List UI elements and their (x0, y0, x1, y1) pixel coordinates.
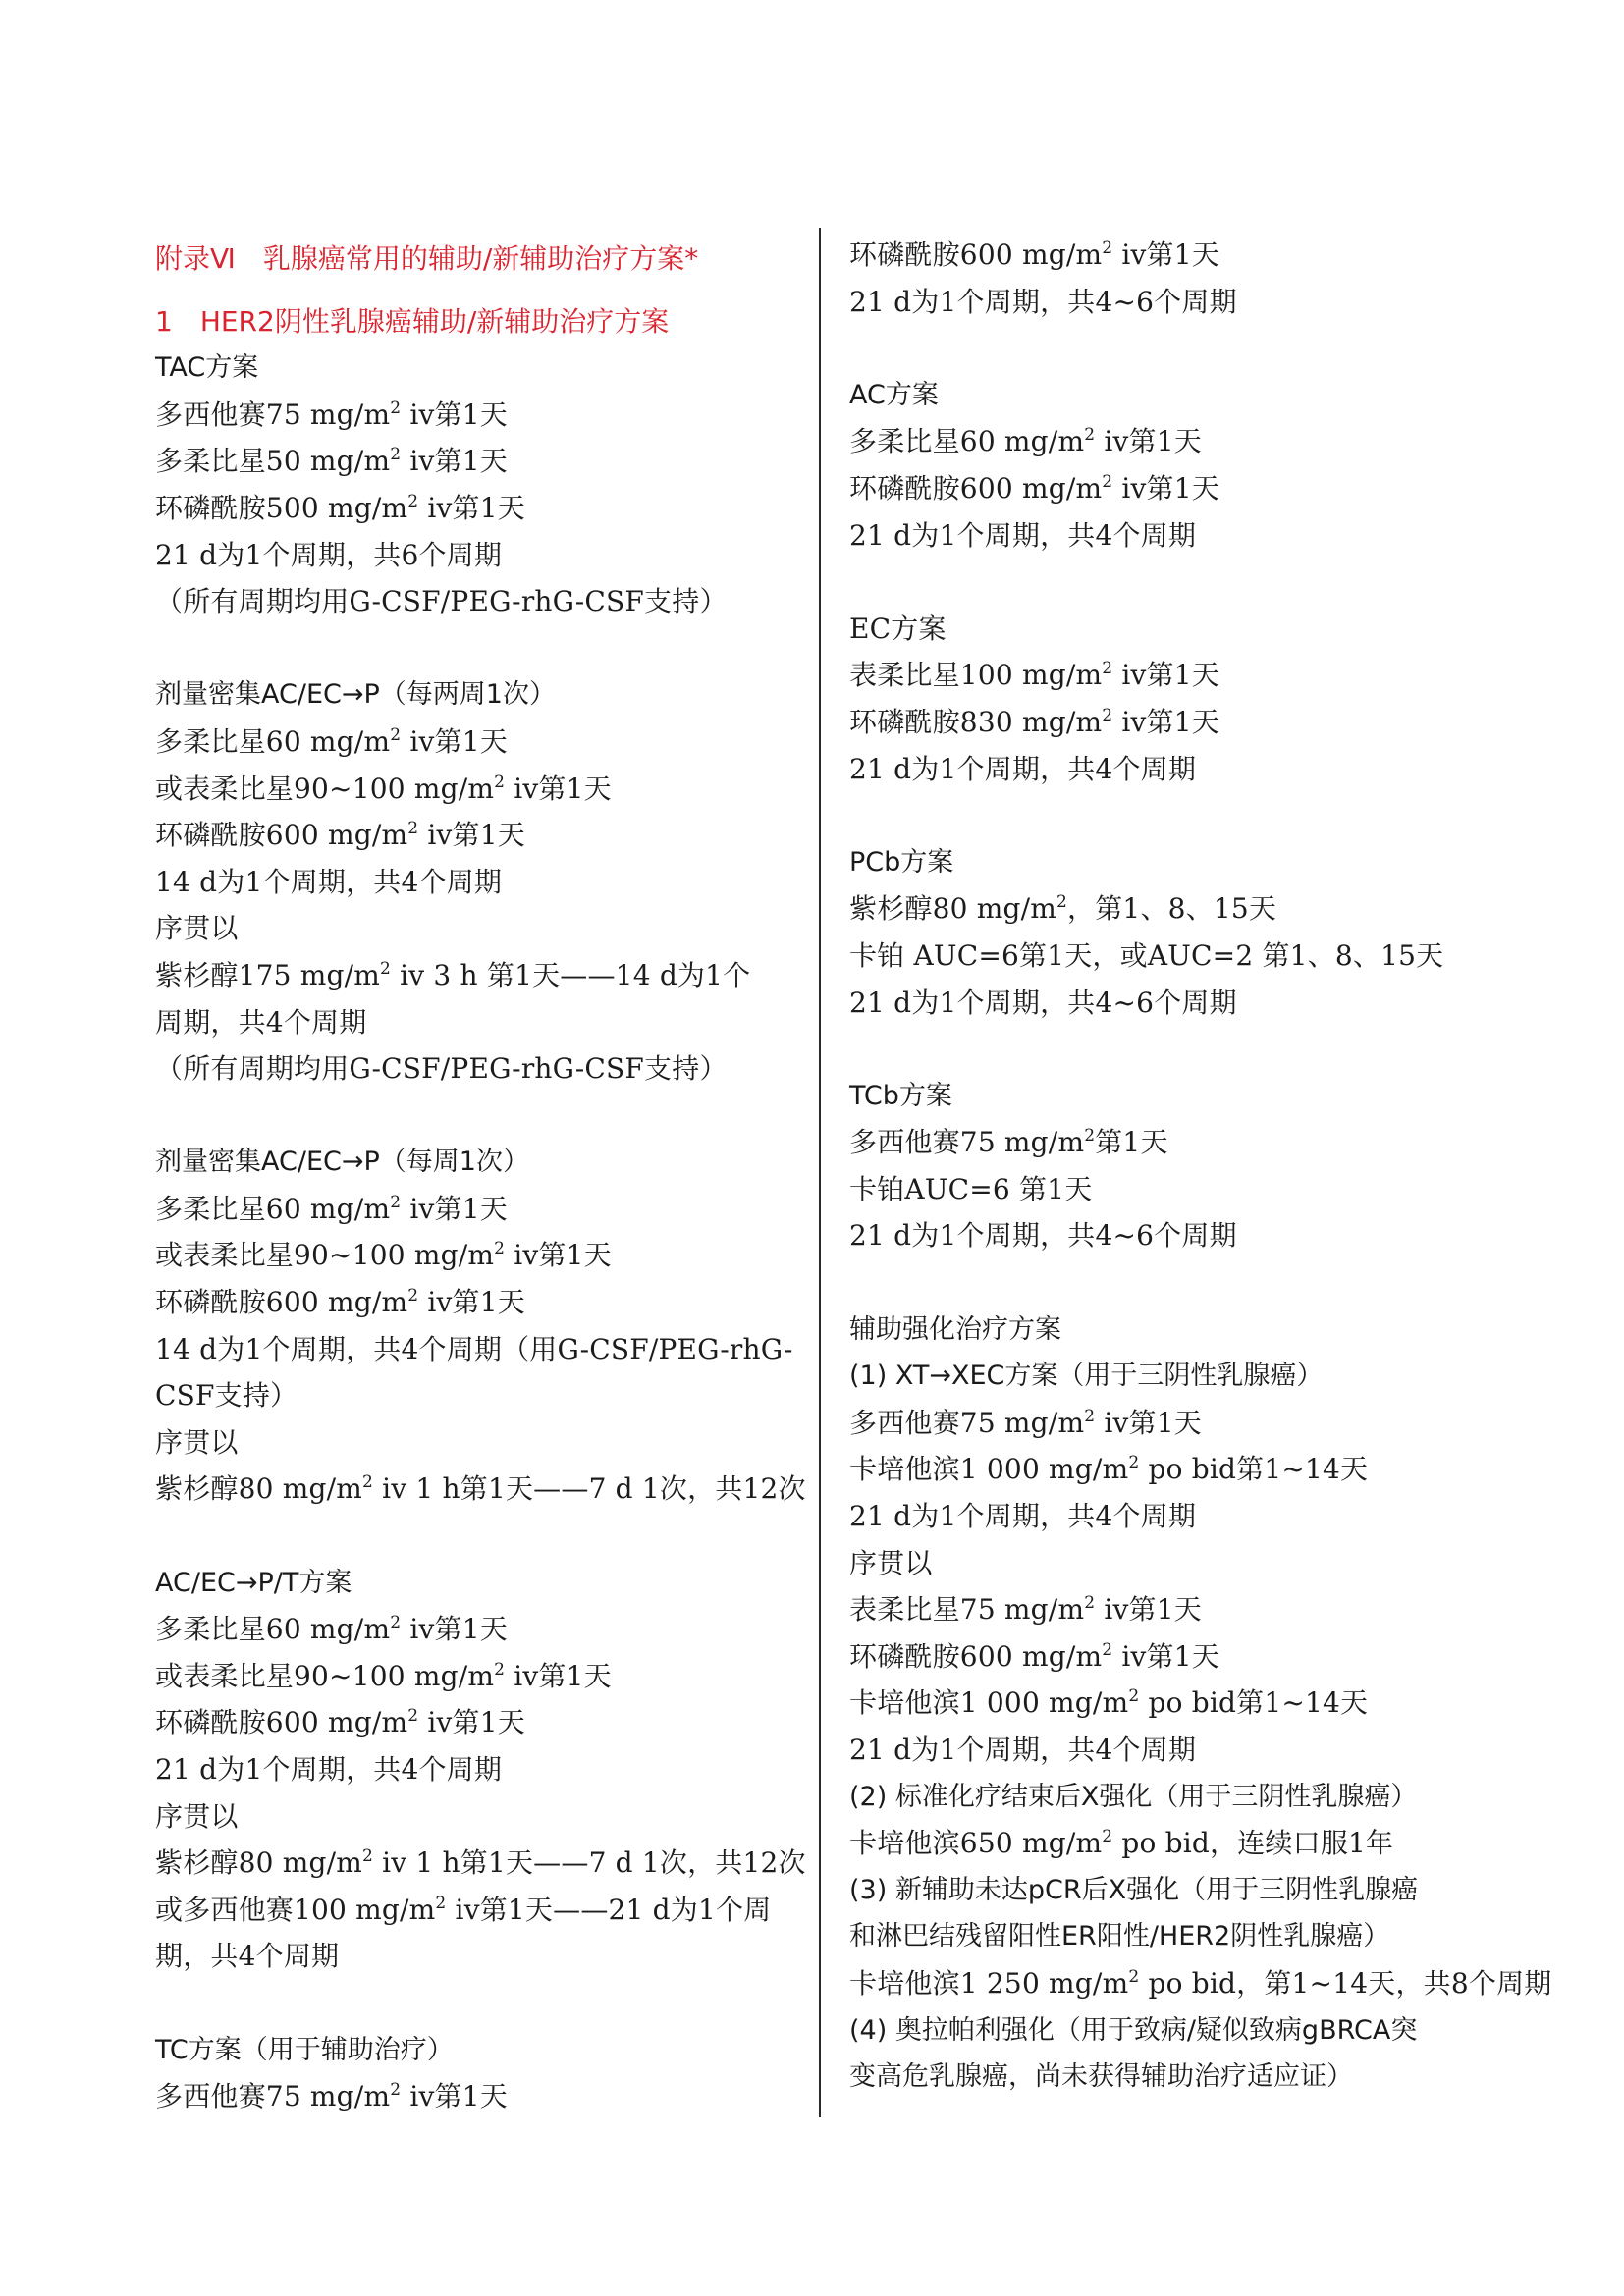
text-line (849, 933, 1488, 980)
line-text: 剂量密集AC/EC→P（每周1次） (155, 1147, 529, 1178)
line-text: 21 d为1个周期，共4个周期 (155, 1753, 503, 1786)
text-line (155, 392, 793, 439)
line-text: 序贯以 (155, 1799, 239, 1833)
regimen-heading (849, 372, 1488, 419)
line-text: 序贯以 (155, 1425, 239, 1459)
text-line (155, 2073, 793, 2120)
right-column (849, 232, 1552, 2101)
text-line (155, 952, 793, 999)
regimen-heading (155, 1139, 793, 1186)
line-text: （所有周期均用G-CSF/PEG-rhG-CSF支持） (155, 585, 728, 618)
line-text: 环磷酰胺600 mg/m (849, 471, 1103, 505)
regimen-heading (849, 839, 1488, 886)
line-text: (4) 奥拉帕利强化（用于致病/疑似致病gBRCA突 (849, 2014, 1418, 2046)
superscript: 2 (1056, 892, 1068, 913)
section-title (155, 298, 793, 346)
superscript: 2 (1102, 705, 1113, 725)
text-line (155, 1326, 793, 1373)
line-text: TAC方案 (155, 352, 259, 384)
superscript: 2 (407, 491, 419, 511)
line-text-tail: iv第1天 (418, 1286, 525, 1319)
line-text-tail: iv第1天 (505, 1239, 612, 1272)
superscript: 2 (390, 1192, 402, 1212)
line-text: 序贯以 (155, 912, 239, 945)
text-line (155, 1887, 793, 1934)
line-text-tail: iv第1天 (418, 819, 525, 852)
line-text: 或表柔比星90~100 mg/m (155, 1659, 495, 1692)
line-text: 环磷酰胺500 mg/m (155, 491, 408, 524)
regimen-heading (849, 2054, 1488, 2101)
superscript: 2 (1084, 1406, 1096, 1426)
line-text: 或表柔比星90~100 mg/m (155, 1239, 495, 1272)
text-line (155, 1419, 793, 1467)
text-line (155, 1746, 793, 1793)
line-text: 变高危乳腺癌，尚未获得辅助治疗适应证） (849, 2061, 1353, 2093)
line-text: 21 d为1个周期，共4~6个周期 (849, 986, 1237, 1019)
line-text: 卡培他滨650 mg/m (849, 1827, 1103, 1860)
text-line (849, 1446, 1488, 1493)
line-text: TC方案（用于辅助治疗） (155, 2034, 454, 2065)
text-line (849, 1166, 1488, 1213)
regimen-heading (155, 345, 793, 392)
line-text: 紫杉醇80 mg/m (849, 892, 1056, 926)
text-line (849, 1633, 1488, 1681)
line-text: 或多西他赛100 mg/m (155, 1893, 436, 1926)
text-line (849, 1119, 1488, 1166)
superscript: 2 (1102, 1639, 1113, 1660)
superscript: 2 (1128, 1966, 1140, 1987)
paragraph-spacer (155, 283, 793, 298)
line-text: 环磷酰胺600 mg/m (155, 1286, 408, 1319)
line-text: AC/EC→P/T方案 (155, 1567, 352, 1598)
line-text: 卡铂AUC=6 第1天 (849, 1172, 1093, 1205)
line-text-tail: po bid第1~14天 (1139, 1686, 1369, 1720)
line-text-tail: po bid第1~14天 (1139, 1453, 1369, 1486)
text-line (849, 512, 1488, 560)
line-text: AC方案 (849, 379, 939, 410)
superscript: 2 (390, 724, 402, 745)
paragraph-spacer (849, 792, 1488, 839)
superscript: 2 (494, 1239, 506, 1259)
line-text: 紫杉醇175 mg/m (155, 958, 381, 991)
line-text: 多柔比星60 mg/m (155, 724, 391, 758)
text-line (849, 980, 1488, 1027)
text-line (155, 1653, 793, 1700)
line-text: TCb方案 (849, 1080, 952, 1111)
text-line (155, 1933, 793, 1980)
regimen-heading (849, 1867, 1488, 1914)
superscript: 2 (380, 958, 392, 979)
line-text-tail: iv第1天 (401, 2080, 508, 2113)
line-text: 多西他赛75 mg/m (849, 1406, 1085, 1439)
line-text-tail: iv 1 h第1天——7 d 1次，共12次 (373, 1472, 806, 1506)
superscript: 2 (1084, 425, 1096, 446)
text-line (849, 1680, 1488, 1727)
line-text: 21 d为1个周期，共4个周期 (849, 1734, 1197, 1766)
paragraph-spacer (155, 1980, 793, 2027)
line-text-tail: iv第1天 (1112, 705, 1219, 738)
line-text: 附录Ⅵ 乳腺癌常用的辅助/新辅助治疗方案* (155, 242, 699, 275)
line-text: 21 d为1个周期，共6个周期 (155, 538, 503, 571)
superscript: 2 (362, 1472, 374, 1493)
line-text-tail: iv第1天——21 d为1个周 (446, 1893, 772, 1926)
text-line (155, 1279, 793, 1326)
text-line (849, 606, 1488, 653)
line-text: 多西他赛75 mg/m (155, 398, 391, 431)
line-text: 表柔比星100 mg/m (849, 659, 1103, 692)
line-text-tail: iv第1天 (401, 724, 508, 758)
text-line (155, 1045, 793, 1093)
line-text: 剂量密集AC/EC→P（每两周1次） (155, 679, 556, 711)
line-text-tail: iv第1天 (418, 1706, 525, 1739)
line-text: 1 HER2阴性乳腺癌辅助/新辅助治疗方案 (155, 304, 670, 338)
text-line (849, 1820, 1488, 1867)
line-text-tail: iv第1天 (1095, 425, 1202, 458)
line-text-tail: iv第1天 (401, 398, 508, 431)
line-text: 卡培他滨1 250 mg/m (849, 1966, 1129, 2000)
text-line (155, 532, 793, 579)
text-line (849, 1960, 1552, 2007)
regimen-heading (155, 2027, 793, 2074)
line-text: 多柔比星60 mg/m (155, 1192, 391, 1225)
text-line (155, 1372, 793, 1419)
superscript: 2 (407, 1706, 419, 1727)
line-text: EC方案 (849, 612, 947, 645)
line-text: 环磷酰胺600 mg/m (849, 239, 1103, 271)
paragraph-spacer (849, 559, 1488, 606)
superscript: 2 (390, 2080, 402, 2101)
superscript: 2 (1102, 239, 1113, 258)
text-line (155, 719, 793, 766)
line-text: 期，共4个周期 (155, 1940, 340, 1973)
paragraph-spacer (155, 1093, 793, 1140)
text-line (155, 1466, 806, 1513)
line-text: 环磷酰胺600 mg/m (849, 1639, 1103, 1673)
text-line (849, 1212, 1488, 1259)
superscript: 2 (407, 819, 419, 839)
regimen-heading (155, 1560, 793, 1607)
paragraph-spacer (849, 1259, 1488, 1307)
line-text-tail: po bid，连续口服1年 (1112, 1827, 1394, 1860)
superscript: 2 (362, 1846, 374, 1867)
line-text-tail: iv第1天 (401, 1613, 508, 1646)
line-text-tail: iv第1天 (401, 445, 508, 478)
regimen-heading (849, 1073, 1488, 1120)
line-text: (3) 新辅助未达pCR后X强化（用于三阴性乳腺癌 (849, 1874, 1419, 1905)
line-text-tail: iv第1天 (1112, 1639, 1219, 1673)
text-line (849, 1540, 1488, 1587)
text-line (155, 578, 793, 625)
superscript: 2 (1084, 1593, 1096, 1614)
text-line (849, 279, 1488, 326)
line-text: 多西他赛75 mg/m (849, 1126, 1085, 1159)
text-line (155, 999, 793, 1046)
paragraph-spacer (849, 325, 1488, 372)
line-text: 多柔比星50 mg/m (155, 445, 391, 478)
line-text: 卡铂 AUC=6第1天，或AUC=2 第1、8、15天 (849, 938, 1444, 972)
text-line (849, 232, 1488, 279)
line-text: 14 d为1个周期，共4个周期（用G-CSF/PEG-rhG- (155, 1332, 793, 1365)
regimen-heading (849, 2007, 1488, 2055)
text-line (155, 485, 793, 532)
line-text: 表柔比星75 mg/m (849, 1593, 1085, 1627)
superscript: 2 (1102, 471, 1113, 492)
text-line (155, 766, 793, 813)
line-text: 紫杉醇80 mg/m (155, 1846, 362, 1880)
line-text: 周期，共4个周期 (155, 1005, 367, 1039)
line-text: (2) 标准化疗结束后X强化（用于三阴性乳腺癌） (849, 1781, 1418, 1812)
regimen-heading (849, 1913, 1488, 1960)
text-line (155, 1186, 793, 1233)
text-line (155, 1840, 806, 1887)
superscript: 2 (494, 1659, 506, 1680)
line-text-tail: iv第1天 (401, 1192, 508, 1225)
left-column (155, 236, 806, 2120)
line-text: 或表柔比星90~100 mg/m (155, 772, 495, 805)
superscript: 2 (407, 1286, 419, 1307)
regimen-heading (849, 1774, 1488, 1821)
line-text: （所有周期均用G-CSF/PEG-rhG-CSF支持） (155, 1052, 728, 1086)
text-line (155, 1232, 793, 1279)
section-title (155, 236, 793, 283)
text-line (849, 418, 1488, 465)
line-text: 14 d为1个周期，共4个周期 (155, 865, 503, 898)
superscript: 2 (1102, 659, 1113, 679)
line-text-tail: iv第1天 (1112, 239, 1219, 271)
text-line (155, 905, 793, 952)
line-text: 21 d为1个周期，共4个周期 (849, 518, 1197, 552)
line-text: 辅助强化治疗方案 (849, 1313, 1061, 1345)
line-text: 多柔比星60 mg/m (155, 1613, 391, 1646)
superscript: 2 (390, 445, 402, 465)
text-line (849, 1586, 1488, 1633)
text-line (849, 1400, 1488, 1447)
text-line (849, 699, 1488, 746)
superscript: 2 (390, 1613, 402, 1633)
line-text-tail: iv第1天 (1095, 1406, 1202, 1439)
text-line (849, 465, 1488, 512)
line-text: (1) XT→XEC方案（用于三阴性乳腺癌） (849, 1361, 1324, 1392)
line-text: 卡培他滨1 000 mg/m (849, 1453, 1129, 1486)
text-line (849, 1493, 1488, 1540)
text-line (155, 1699, 793, 1746)
line-text: 环磷酰胺600 mg/m (155, 1706, 408, 1739)
line-text: CSF支持） (155, 1379, 298, 1413)
column-divider (819, 228, 821, 2117)
line-text-tail: iv 1 h第1天——7 d 1次，共12次 (373, 1846, 806, 1880)
line-text: 和淋巴结残留阳性ER阳性/HER2阴性乳腺癌） (849, 1921, 1390, 1952)
text-line (155, 1793, 793, 1841)
superscript: 2 (1084, 1126, 1096, 1147)
superscript: 2 (1128, 1686, 1140, 1707)
line-text-tail: iv第1天 (1112, 471, 1219, 505)
regimen-heading (849, 1307, 1488, 1354)
line-text: 多西他赛75 mg/m (155, 2080, 391, 2113)
line-text-tail: ，第1、8、15天 (1067, 892, 1277, 926)
text-line (155, 812, 793, 859)
line-text: 21 d为1个周期，共4个周期 (849, 752, 1197, 785)
line-text-tail: po bid，第1~14天，共8个周期 (1139, 1966, 1552, 2000)
text-line (155, 1606, 793, 1653)
line-text: 序贯以 (849, 1546, 933, 1579)
line-text: 卡培他滨1 000 mg/m (849, 1686, 1129, 1720)
line-text-tail: iv第1天 (418, 491, 525, 524)
paragraph-spacer (155, 1513, 793, 1560)
text-line (849, 652, 1488, 699)
text-line (849, 746, 1488, 793)
line-text: 多柔比星60 mg/m (849, 425, 1085, 458)
paragraph-spacer (155, 625, 793, 672)
text-line (849, 1727, 1488, 1774)
regimen-heading (155, 671, 793, 719)
superscript: 2 (1128, 1453, 1140, 1473)
line-text-tail: iv 3 h 第1天——14 d为1个 (391, 958, 751, 991)
line-text-tail: 第1天 (1095, 1126, 1168, 1159)
line-text-tail: iv第1天 (1112, 659, 1219, 692)
text-line (155, 859, 793, 906)
regimen-heading (849, 1353, 1488, 1400)
text-line (849, 885, 1488, 933)
paragraph-spacer (849, 1026, 1488, 1073)
line-text: 21 d为1个周期，共4~6个周期 (849, 1219, 1237, 1253)
line-text-tail: iv第1天 (505, 772, 612, 805)
line-text-tail: iv第1天 (505, 1659, 612, 1692)
superscript: 2 (390, 398, 402, 418)
superscript: 2 (1102, 1827, 1113, 1847)
line-text-tail: iv第1天 (1095, 1593, 1202, 1627)
line-text: 环磷酰胺600 mg/m (155, 819, 408, 852)
line-text: 21 d为1个周期，共4个周期 (849, 1500, 1197, 1533)
text-line (155, 438, 793, 485)
line-text: 紫杉醇80 mg/m (155, 1472, 362, 1506)
line-text: 环磷酰胺830 mg/m (849, 705, 1103, 738)
superscript: 2 (494, 772, 506, 792)
line-text: PCb方案 (849, 846, 954, 878)
superscript: 2 (435, 1893, 447, 1913)
line-text: 21 d为1个周期，共4~6个周期 (849, 285, 1237, 318)
